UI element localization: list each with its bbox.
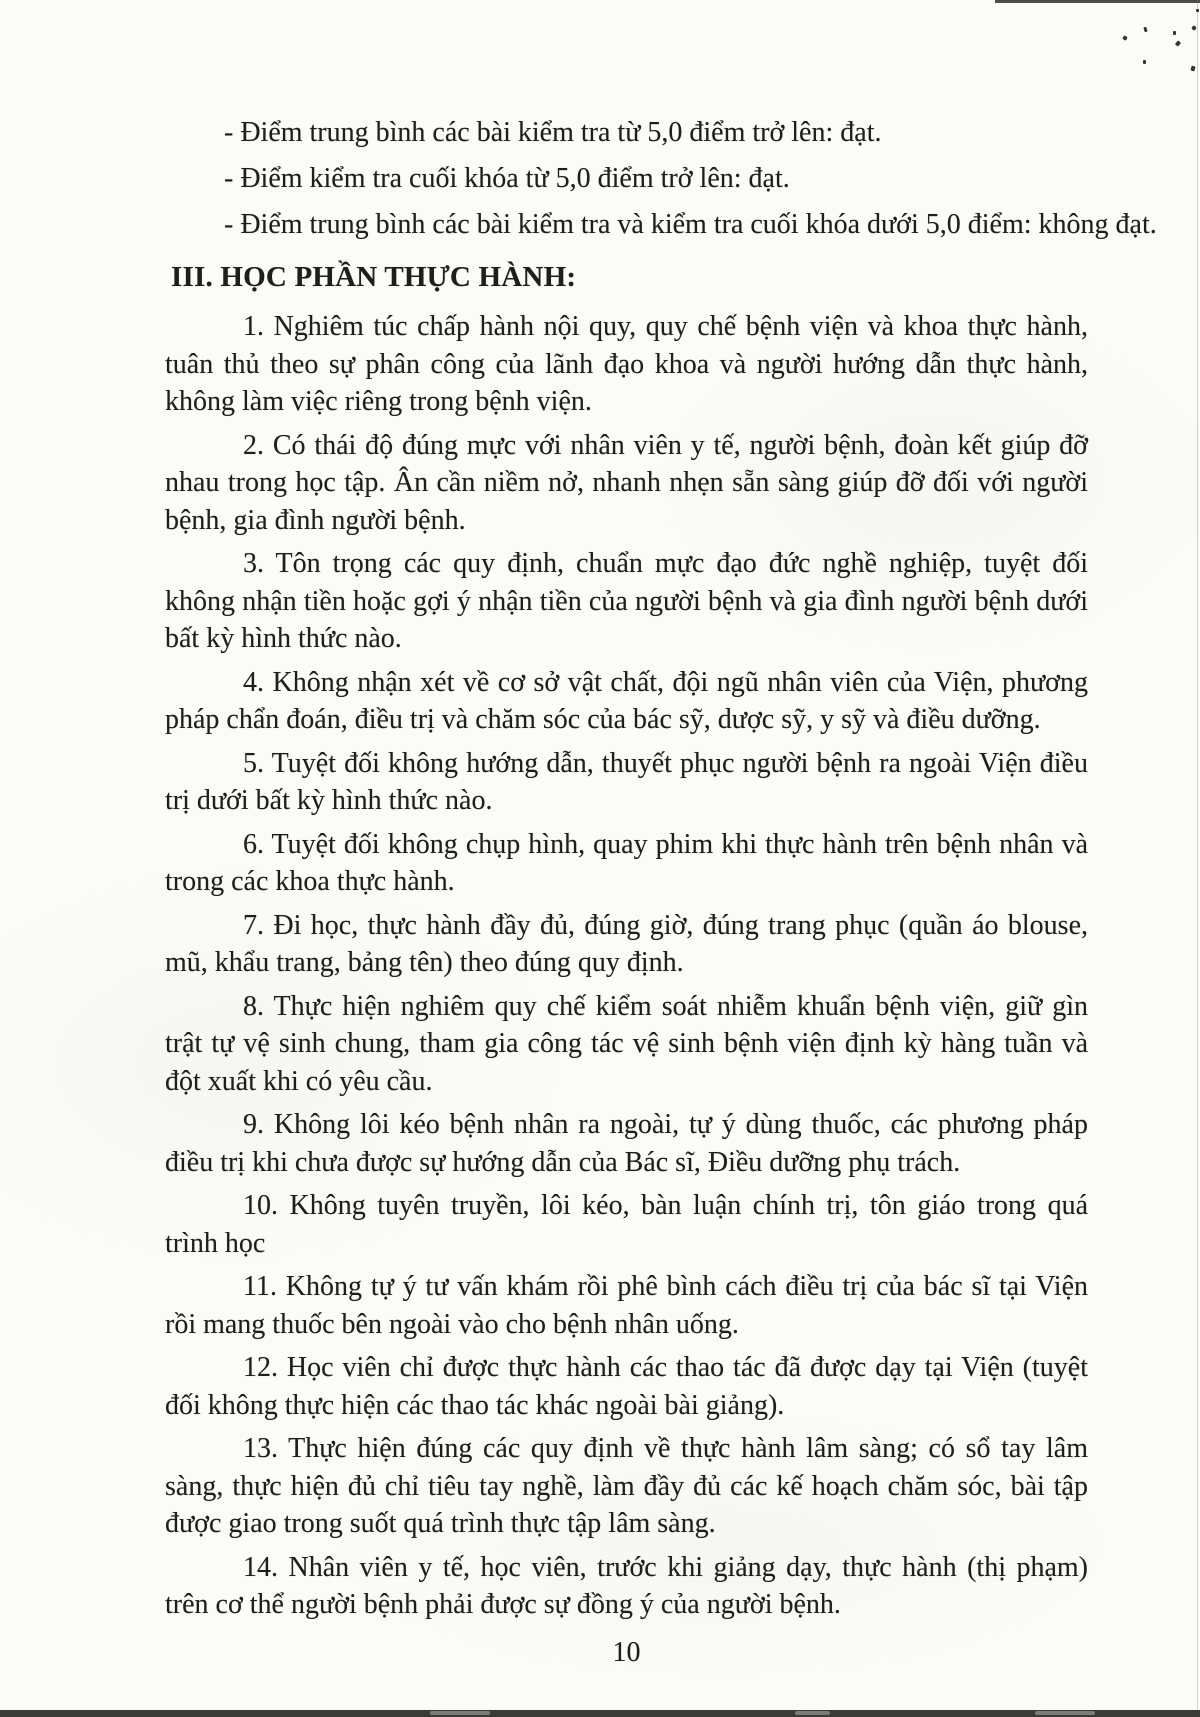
practice-rule-item: 3. Tôn trọng các quy định, chuẩn mực đạo đức nghề nghiệp, tuyệt đối không nhận tiền hoặc gợi ý nhận tiền của người bệnh và gia đình người bệnh dưới bất kỳ hình thức nào. [165,548,1088,654]
grade-rule-line: - Điểm kiểm tra cuối khóa từ 5,0 điểm trở lên: đạt. [224,163,790,194]
practice-rule-item: 13. Thực hiện đúng các quy định về thực hành lâm sàng; có sổ tay lâm sàng, thực hiện đủ chỉ tiêu tay nghề, làm đầy đủ các kế hoạch chăm sóc, bài tập được giao trong suốt quá trình thực tập lâm sàng. [165,1433,1088,1539]
practice-rule-item: 11. Không tự ý tư vấn khám rồi phê bình cách điều trị của bác sĩ tại Viện rồi mang thuốc bên ngoài vào cho bệnh nhân uống. [165,1271,1088,1340]
practice-rule-item: 1. Nghiêm túc chấp hành nội quy, quy chế bệnh viện và khoa thực hành, tuân thủ theo sự phân công của lãnh đạo khoa và người hướng dẫn thực hành, không làm việc riêng trong bệnh viện. [165,311,1088,417]
scan-speckle [1175,40,1181,46]
practice-rule-item: 6. Tuyệt đối không chụp hình, quay phim khi thực hành trên bệnh nhân và trong các khoa thực hành. [165,828,1088,897]
scan-speckle [1173,31,1176,35]
practice-rule-item: 12. Học viên chỉ được thực hành các thao tác đã được dạy tại Viện (tuyệt đối không thực hiện các thao tác khác ngoài bài giảng). [165,1352,1088,1421]
scan-speckle [1190,66,1195,72]
scan-speckle [1143,60,1146,64]
scan-speckle [1122,35,1127,40]
scan-artifact-light-segment [795,1711,830,1715]
practice-rule-item: 9. Không lôi kéo bệnh nhân ra ngoài, tự ý dùng thuốc, các phương pháp điều trị khi chưa được sự hướng dẫn của Bác sĩ, Điều dưỡng phụ trách. [165,1109,1088,1178]
scan-speckle [1196,9,1199,12]
grade-rule-line: - Điểm trung bình các bài kiểm tra và kiểm tra cuối khóa dưới 5,0 điểm: không đạt. [224,209,1157,240]
scan-speckle [1143,27,1147,33]
scan-artifact-bottom-edge [0,1710,1200,1717]
grade-rule-line: - Điểm trung bình các bài kiểm tra từ 5,0 điểm trở lên: đạt. [224,117,882,148]
scan-artifact-light-segment [1035,1711,1095,1715]
practice-rule-item: 7. Đi học, thực hành đầy đủ, đúng giờ, đúng trang phục (quần áo blouse, mũ, khẩu trang, bảng tên) theo đúng quy định. [165,909,1088,978]
section-heading: III. HỌC PHẦN THỰC HÀNH: [171,261,577,293]
practice-rule-item: 4. Không nhận xét về cơ sở vật chất, đội ngũ nhân viên của Viện, phương pháp chẩn đoán, điều trị và chăm sóc của bác sỹ, dược sỹ, y sỹ và điều dưỡng. [165,666,1088,735]
scan-artifact-top-edge [995,0,1200,3]
practice-rule-item: 14. Nhân viên y tế, học viên, trước khi giảng dạy, thực hành (thị phạm) trên cơ thể người bệnh phải được sự đồng ý của người bệnh. [165,1551,1088,1620]
scan-artifact-light-segment [430,1711,490,1715]
page-number: 10 [612,1637,641,1668]
scan-speckle [1191,25,1196,30]
practice-rule-item: 5. Tuyệt đối không hướng dẫn, thuyết phục người bệnh ra ngoài Viện điều trị dưới bất kỳ hình thức nào. [165,747,1088,816]
scan-artifact-right-edge [1197,0,1198,1717]
practice-rule-item: 10. Không tuyên truyền, lôi kéo, bàn luận chính trị, tôn giáo trong quá trình học [165,1190,1088,1259]
practice-rule-item: 2. Có thái độ đúng mực với nhân viên y tế, người bệnh, đoàn kết giúp đỡ nhau trong học tập. Ân cần niềm nở, nhanh nhẹn sẵn sàng giúp đỡ đối với người bệnh, gia đình người bệnh. [165,429,1088,536]
document-content [165,114,1157,1624]
practice-rule-item: 8. Thực hiện nghiêm quy chế kiểm soát nhiễm khuẩn bệnh viện, giữ gìn trật tự vệ sinh chung, tham gia công tác vệ sinh bệnh viện định kỳ hàng tuần và đột xuất khi có yêu cầu. [165,990,1088,1097]
